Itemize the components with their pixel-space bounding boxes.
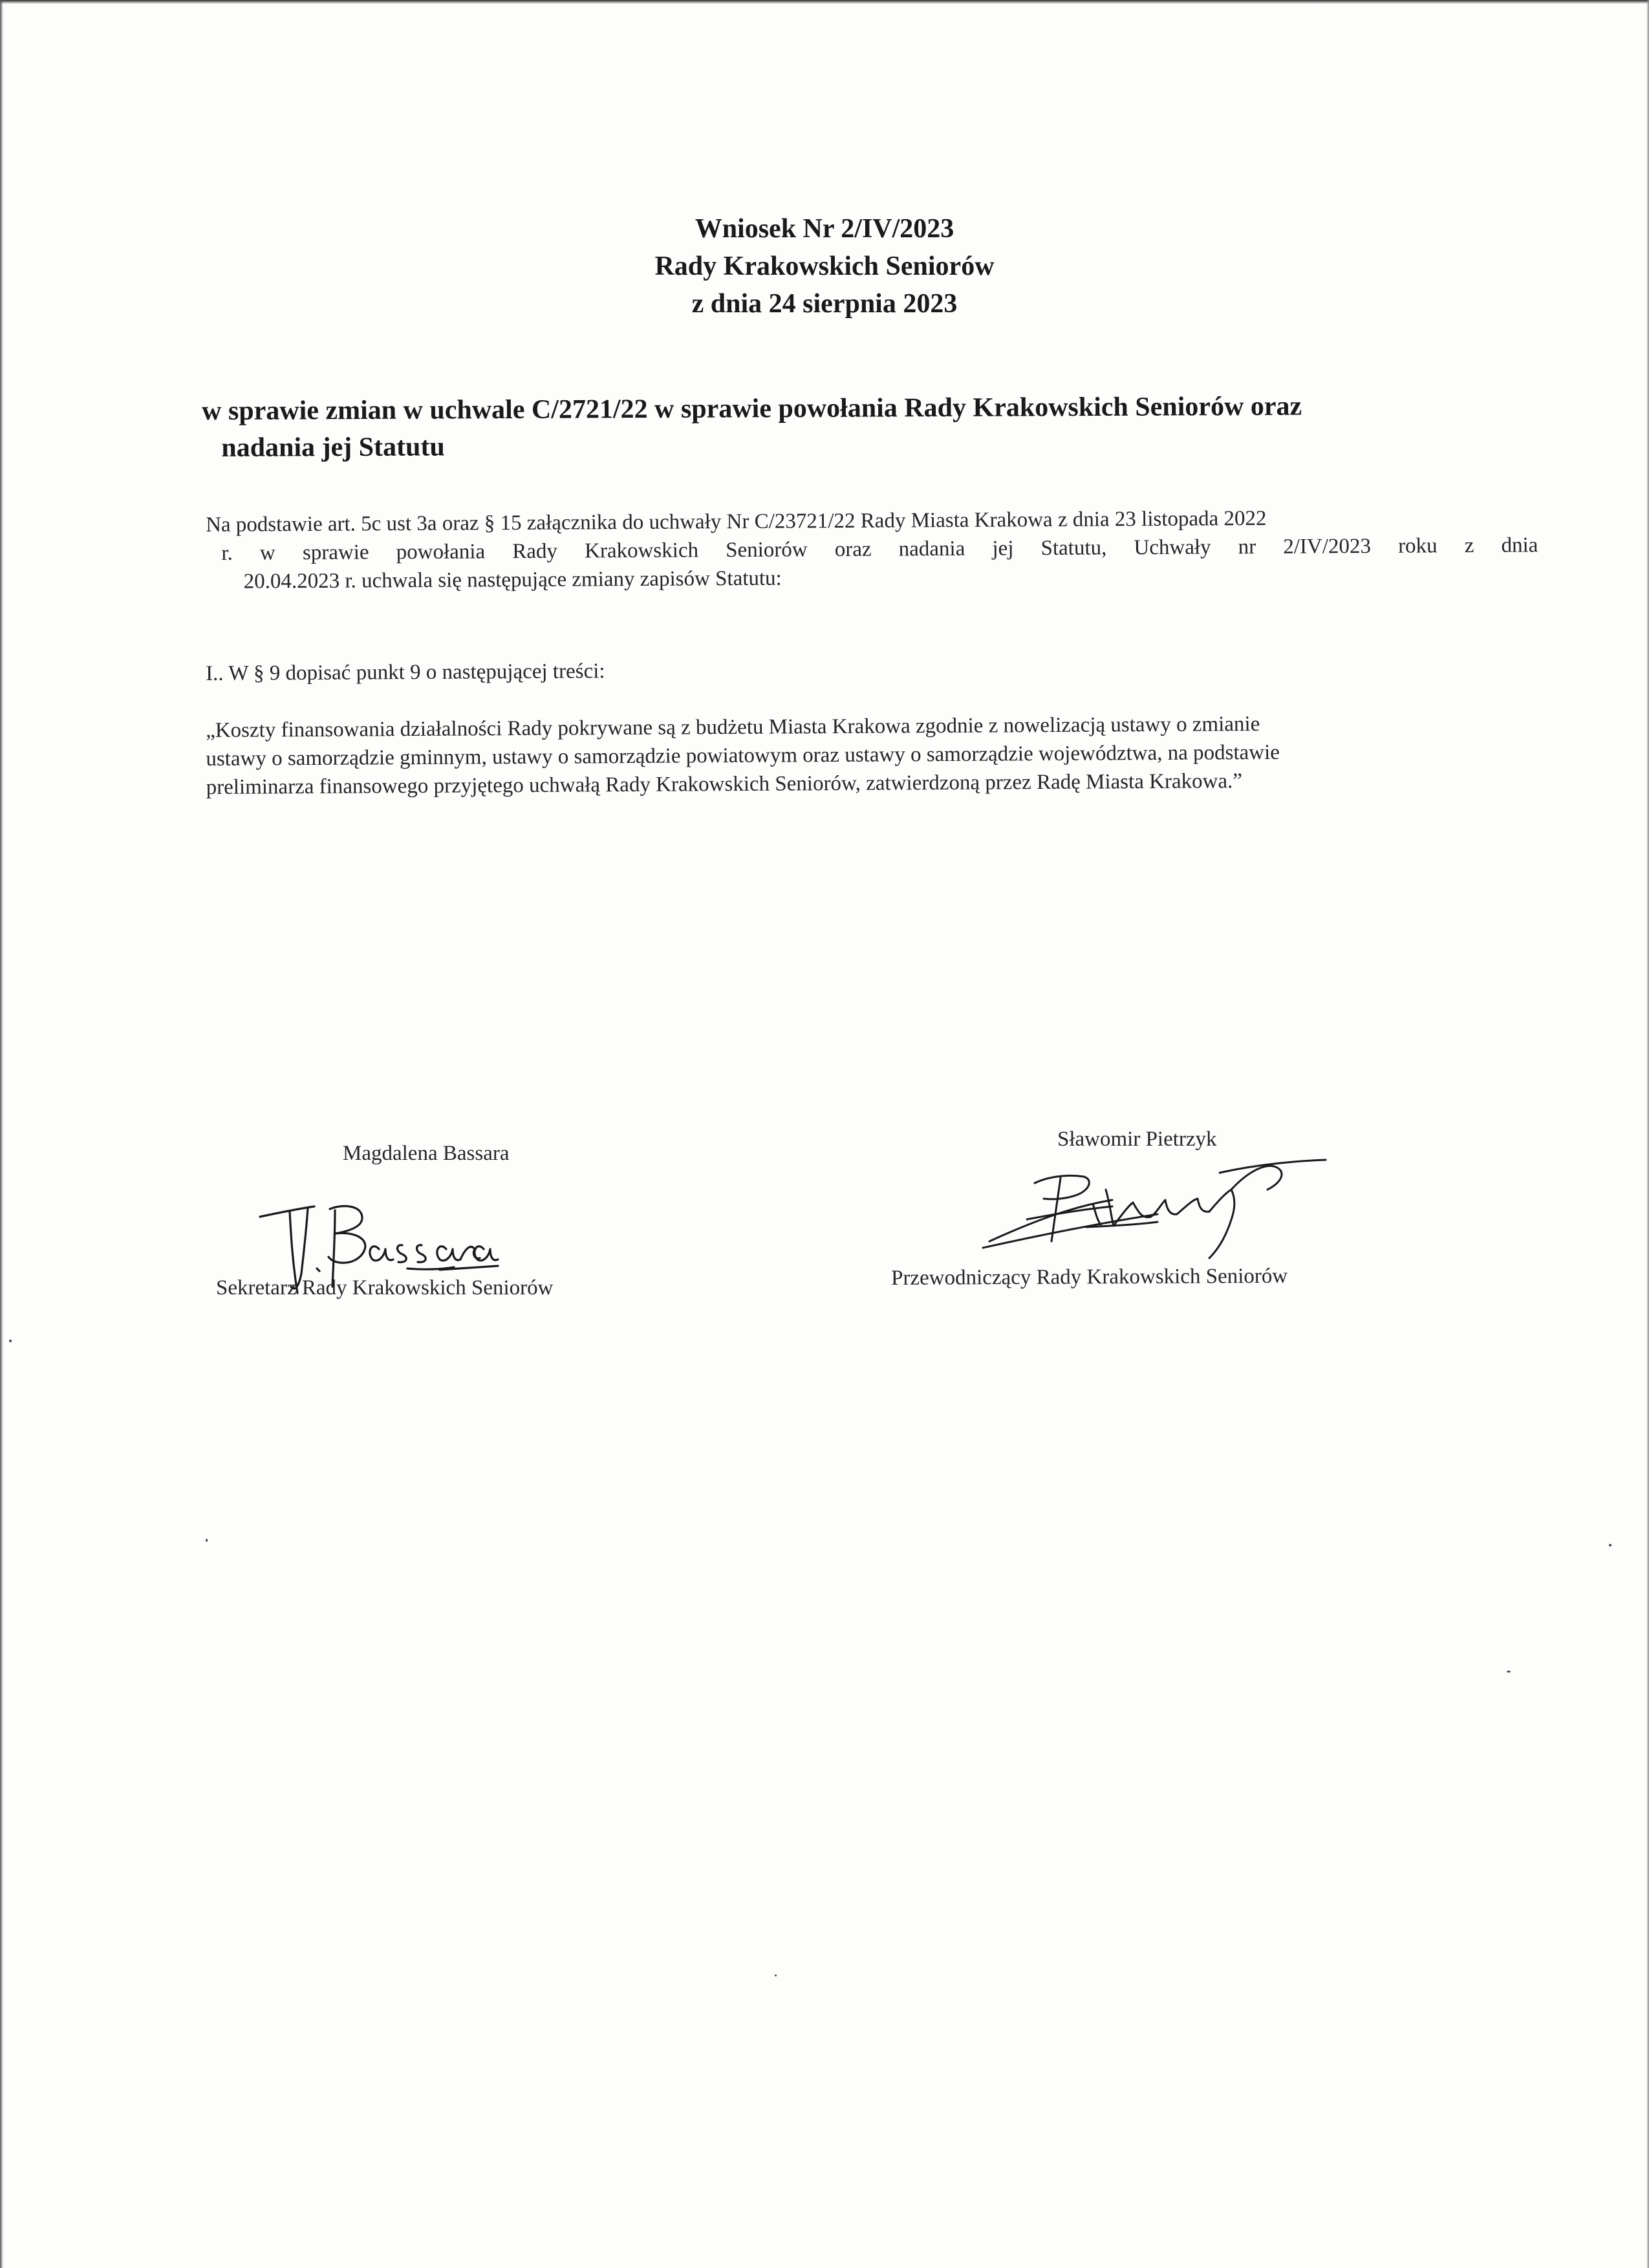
left-signatory-role: Sekretarz Rady Krakowskich Seniorów [216,1276,554,1300]
left-handwritten-signature [252,1190,563,1306]
scan-edge-right [1646,0,1649,2268]
right-handwritten-signature [964,1144,1377,1267]
scan-speck [9,1340,12,1342]
scan-edge-left [0,0,3,2268]
paragraph-line: ustawy o samorządzie gminnym, ustawy o samorządzie powiatowym oraz ustawy o samorządzie województwa, na podstawie [206,740,1280,771]
heading-line-2: Rady Krakowskich Seniorów [654,251,995,281]
amendment-text-paragraph [206,708,1538,802]
right-signatory-role: Przewodniczący Rady Krakowskich Seniorów [891,1264,1288,1290]
scan-speck [775,1974,777,1976]
heading-line-1: Wniosek Nr 2/IV/2023 [695,214,954,244]
scan-speck [206,1539,208,1542]
document-subject [202,387,1547,467]
scan-speck [1609,1544,1611,1546]
paragraph-line: preliminarza finansowego przyjętego uchwałą Rady Krakowskich Seniorów, zatwierdzoną przez Radę Miasta Krakowa.” [206,769,1243,799]
scan-speck [1507,1671,1511,1673]
paragraph-line: r. w sprawie powołania Rady Krakowskich Seniorów oraz nadania jej Statutu, Uchwały nr 2/IV/2023 roku z dnia [221,533,1538,565]
paragraph-line: „Koszty finansowania działalności Rady pokrywane są z budżetu Miasta Krakowa zgodnie z nowelizacją ustawy o zmianie [206,712,1260,742]
scan-edge-top [0,0,1649,4]
document-heading [0,210,1649,323]
paragraph-line: Na podstawie art. 5c ust 3a oraz § 15 załącznika do uchwały Nr C/23721/22 Rady Miasta Krakowa z dnia 23 listopada 2022 [206,506,1267,537]
heading-line-3: z dnia 24 sierpnia 2023 [691,289,958,319]
paragraph-line: 20.04.2023 r. uchwala się następujące zmiany zapisów Statutu: [243,566,782,594]
left-signatory-name: Magdalena Bassara [343,1142,510,1165]
amendment-point: I.. W § 9 dopisać punkt 9 o następującej treści: [206,659,605,685]
subject-line-1: w sprawie zmian w uchwale C/2721/22 w sprawie powołania Rady Krakowskich Seniorów oraz [202,391,1302,426]
subject-line-2: nadania jej Statutu [221,432,445,463]
legal-basis-paragraph [206,502,1538,596]
right-signatory-name: Sławomir Pietrzyk [1057,1128,1217,1151]
